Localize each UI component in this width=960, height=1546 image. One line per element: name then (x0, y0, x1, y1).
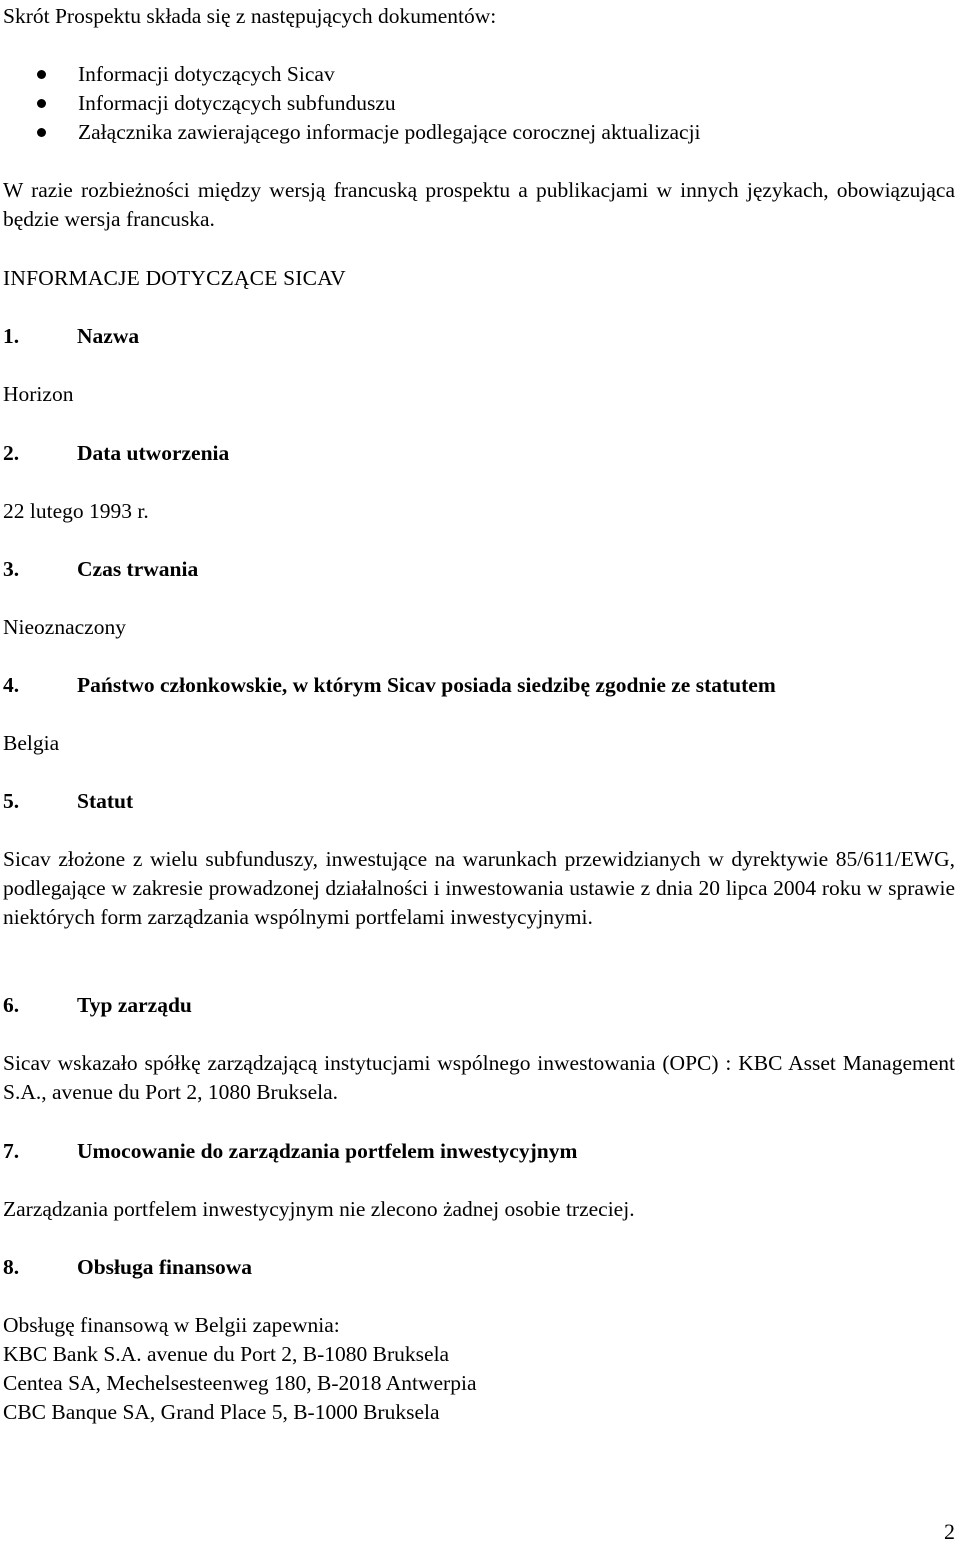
section-heading-financial-service (3, 1253, 252, 1282)
section-number: 6. (3, 993, 20, 1017)
section-number: 8. (3, 1255, 20, 1279)
provider-line: Centea SA, Mechelsesteenweg 180, B-2018 Antwerpia (3, 1371, 477, 1395)
section-body-name: Horizon (3, 382, 74, 406)
section-heading-management-type (3, 991, 192, 1020)
section-title-text: Typ zarządu (77, 993, 192, 1017)
section-number: 3. (3, 557, 20, 581)
list-item (3, 89, 701, 118)
section-title-text: Obsługa finansowa (77, 1255, 253, 1279)
section-body-portfolio-mandate: Zarządzania portfelem inwestycyjnym nie zlecono żadnej osobie trzeciej. (3, 1197, 635, 1221)
section-body-duration: Nieoznaczony (3, 615, 126, 639)
section-number: 4. (3, 673, 20, 697)
list-item (3, 60, 701, 89)
section-title-text: Czas trwania (77, 557, 199, 581)
section-title-text: Państwo członkowskie, w którym Sicav posiada siedzibę zgodnie ze statutem (77, 673, 776, 697)
section-number: 1. (3, 324, 20, 348)
list-item (3, 118, 701, 147)
section-heading-name (3, 322, 139, 351)
section-title-text: Nazwa (77, 324, 140, 348)
section-number: 7. (3, 1139, 20, 1163)
section-body-management-type: Sicav wskazało spółkę zarządzającą instytucjami wspólnego inwestowania (OPC) : KBC Asset Management S.A., avenue du Port 2, 1080 Bruksela. (3, 1051, 955, 1104)
section-heading-member-state (3, 671, 776, 700)
section-number: 5. (3, 789, 20, 813)
section-title-text: Data utworzenia (77, 441, 230, 465)
section-heading-statute (3, 787, 133, 816)
provider-line: CBC Banque SA, Grand Place 5, B-1000 Bruksela (3, 1400, 440, 1424)
section-title-text: Umocowanie do zarządzania portfelem inwestycyjnym (77, 1139, 578, 1163)
page-number: 2 (944, 1519, 955, 1544)
language-note: W razie rozbieżności między wersją francuską prospektu a publikacjami w innych językach, obowiązująca będzie wersja francuska. (3, 178, 955, 231)
section-heading-duration (3, 555, 198, 584)
section-body-creation-date: 22 lutego 1993 r. (3, 499, 149, 523)
list-item-text: Informacji dotyczących subfunduszu (78, 91, 396, 115)
provider-line: KBC Bank S.A. avenue du Port 2, B-1080 Bruksela (3, 1342, 450, 1366)
document-list (3, 60, 701, 147)
bullet-icon (37, 128, 46, 137)
section-body-statute: Sicav złożone z wielu subfunduszy, inwestujące na warunkach przewidzianych w dyrektywie 85/611/EWG, podlegające w zakresie prowadzonej działalności i inwestowania ustawie z dnia 20 lipca 2004 roku w sprawie niektórych form zarządzania wspólnymi portfelami inwestycyjnymi. (3, 847, 955, 929)
section-body-financial-service: Obsługę finansową w Belgii zapewnia: (3, 1313, 340, 1337)
section-title-text: Statut (77, 789, 134, 813)
bullet-icon (37, 70, 46, 79)
list-item-text: Informacji dotyczących Sicav (78, 62, 335, 86)
intro-text: Skrót Prospektu składa się z następujących dokumentów: (3, 4, 497, 28)
list-item-text: Załącznika zawierającego informacje podlegające corocznej aktualizacji (78, 120, 701, 144)
section-heading-portfolio-mandate (3, 1137, 577, 1166)
bullet-icon (37, 99, 46, 108)
section-body-member-state: Belgia (3, 731, 60, 755)
section-heading-creation-date (3, 439, 229, 468)
section-title: INFORMACJE DOTYCZĄCE SICAV (3, 266, 346, 290)
section-number: 2. (3, 441, 20, 465)
